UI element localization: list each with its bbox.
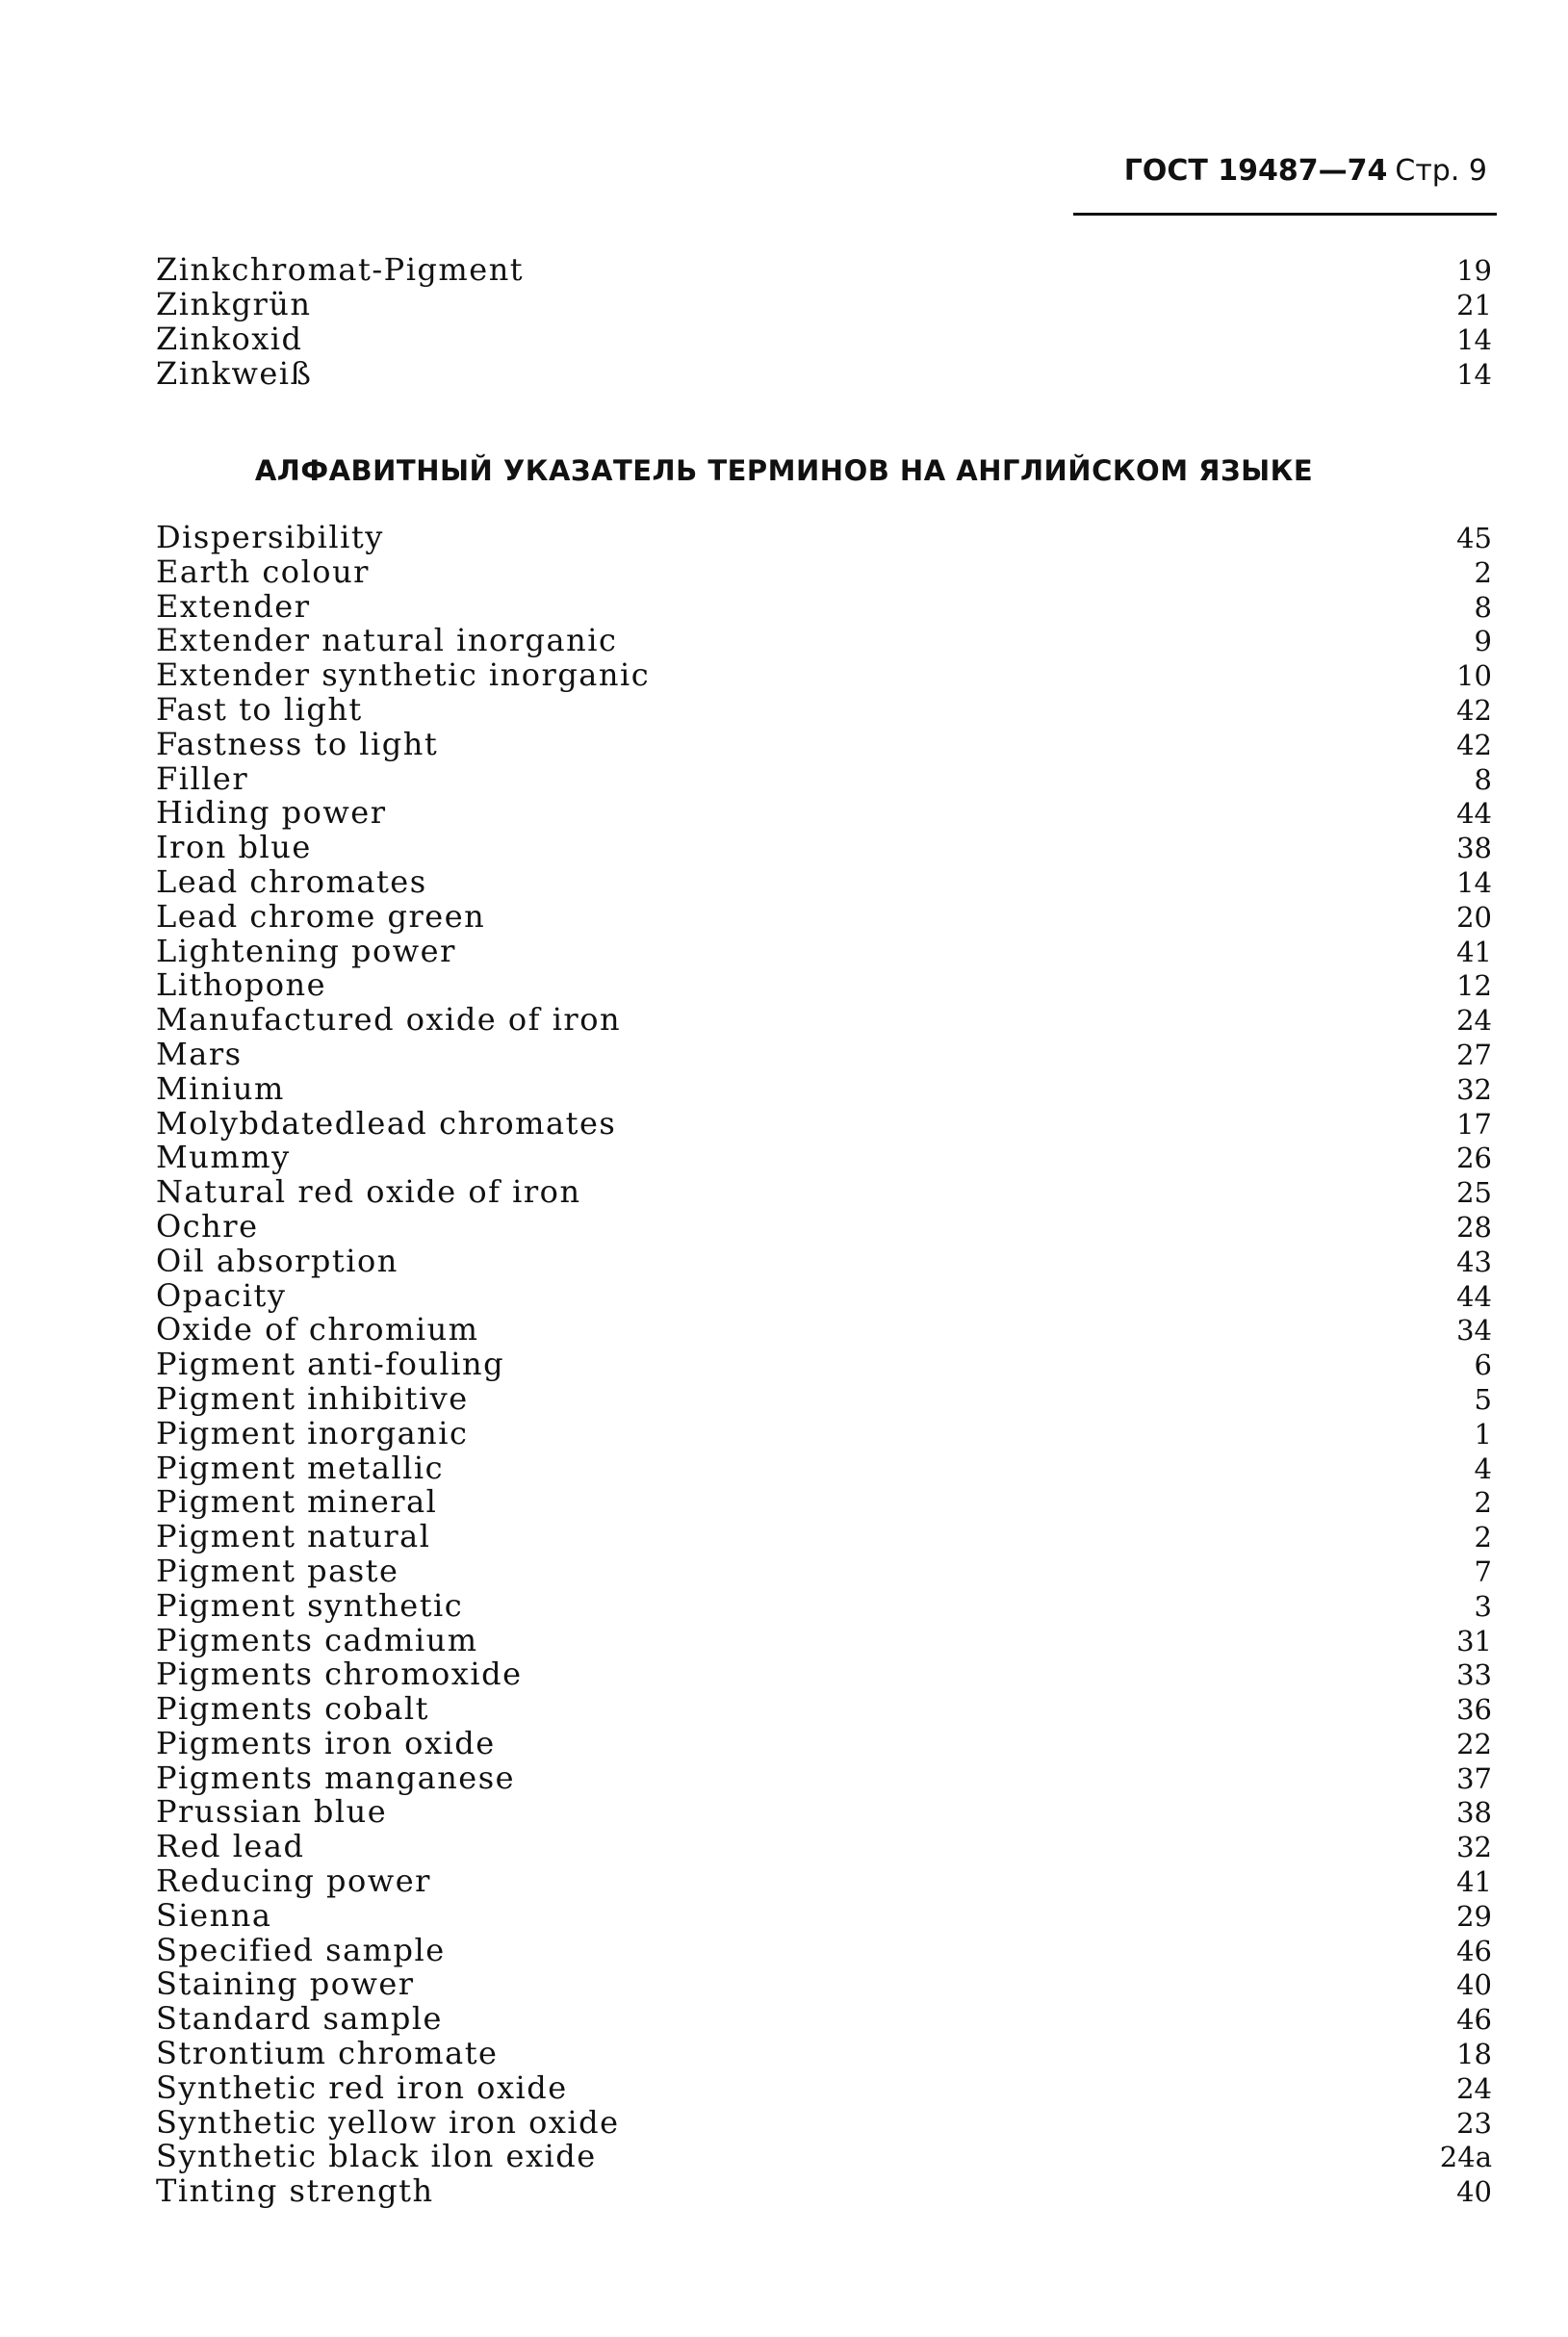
index-entry: [156, 1242, 1494, 1279]
index-entry: [156, 1451, 1494, 1486]
index-term: Minium: [156, 1069, 285, 1107]
index-term: Manufactured oxide of iron: [156, 1001, 622, 1039]
index-entry: [156, 1379, 1494, 1417]
index-entry: [156, 968, 1494, 1003]
index-term: Pigments cobalt: [156, 1690, 429, 1728]
index-entry: [156, 1141, 1494, 1175]
index-entry: [156, 1003, 1494, 1038]
index-term-number: 25: [1456, 1176, 1492, 1210]
index-term-number: 24: [1456, 2071, 1492, 2105]
index-entry: [156, 862, 1494, 900]
index-entry: [156, 897, 1494, 935]
index-term-number: 2: [1474, 555, 1492, 589]
index-term-number: 22: [1456, 1727, 1492, 1760]
index-term-number: 29: [1456, 1899, 1492, 1933]
index-term: Ochre: [156, 1207, 259, 1245]
index-term: Lead chromates: [156, 862, 427, 900]
index-term: Pigments cadmium: [156, 1621, 478, 1658]
index-entry: [156, 287, 1494, 321]
index-term-number: 10: [1456, 659, 1492, 693]
index-term-number: 31: [1456, 1624, 1492, 1657]
index-term: Opacity: [156, 1276, 287, 1314]
index-term-number: 32: [1456, 1831, 1492, 1864]
german-index-tail: [156, 252, 1494, 391]
index-term: Zinkoxid: [156, 321, 303, 357]
index-entry: [156, 1035, 1494, 1072]
index-entry: [156, 1864, 1494, 1899]
index-term-number: 5: [1474, 1382, 1492, 1416]
index-term-number: 18: [1456, 2038, 1492, 2071]
index-term: Zinkchromat-Pigment: [156, 251, 525, 288]
index-term: Molybdatedlead chromates: [156, 1104, 617, 1142]
index-term: Dispersibility: [156, 519, 384, 555]
page-number: Стр. 9: [1395, 154, 1487, 188]
index-entry: [156, 759, 1494, 797]
index-term: Oxide of chromium: [156, 1311, 479, 1348]
index-term-number: 8: [1474, 762, 1492, 796]
index-entry: [156, 2037, 1494, 2071]
index-term: Fastness to light: [156, 725, 439, 762]
index-entry: [156, 1896, 1494, 1934]
index-term-number: 40: [1456, 1968, 1492, 2002]
index-term: Tinting strength: [156, 2172, 434, 2210]
index-term: Specified sample: [156, 1931, 446, 1968]
index-term: Pigment metallic: [156, 1449, 445, 1486]
index-entry: [156, 2174, 1494, 2209]
index-term: Extender synthetic inorganic: [156, 656, 651, 694]
index-term: Sienna: [156, 1896, 272, 1934]
index-term: Extender: [156, 587, 311, 625]
index-entry: [156, 796, 1494, 831]
index-term-number: 23: [1456, 2106, 1492, 2140]
index-term-number: 26: [1456, 1142, 1492, 1175]
index-term-number: 6: [1474, 1348, 1492, 1382]
index-term: Pigment anti-fouling: [156, 1346, 505, 1383]
index-term: Extender natural inorganic: [156, 622, 618, 659]
index-term: Pigment natural: [156, 1518, 431, 1555]
index-term: Lithopone: [156, 966, 327, 1004]
index-entry: [156, 831, 1494, 865]
index-term: Synthetic black ilon exide: [156, 2138, 597, 2175]
index-term: Pigments manganese: [156, 1759, 516, 1796]
index-term: Fast to light: [156, 690, 363, 728]
index-term-number: 24a: [1439, 2141, 1492, 2174]
index-term-number: 14: [1456, 323, 1492, 356]
index-entry: [156, 2002, 1494, 2037]
index-term-number: 46: [1456, 2003, 1492, 2037]
index-term-number: 8: [1474, 590, 1492, 624]
index-term: Synthetic red iron oxide: [156, 2068, 568, 2106]
index-entry: [156, 1207, 1494, 1245]
index-entry: [156, 321, 1494, 356]
index-term: Strontium chromate: [156, 2035, 499, 2072]
index-term-number: 38: [1456, 832, 1492, 865]
index-term-number: 37: [1456, 1761, 1492, 1795]
index-term-number: 14: [1456, 358, 1492, 391]
index-term-number: 42: [1456, 693, 1492, 727]
english-index-list: [156, 521, 1494, 2209]
index-entry: [156, 1586, 1494, 1624]
index-term-number: 24: [1456, 1004, 1492, 1038]
index-term: Mummy: [156, 1139, 291, 1176]
index-term-number: 44: [1456, 1279, 1492, 1313]
index-term: Iron blue: [156, 829, 312, 866]
index-entry: [156, 1931, 1494, 1968]
index-term-number: 41: [1456, 1865, 1492, 1899]
index-entry: [156, 1414, 1494, 1451]
index-term-number: 14: [1456, 865, 1492, 899]
index-term: Synthetic yellow iron oxide: [156, 2103, 620, 2141]
index-entry: [156, 1276, 1494, 1314]
index-term: Pigment mineral: [156, 1483, 438, 1521]
index-term-number: 19: [1456, 254, 1492, 287]
index-term-number: 43: [1456, 1245, 1492, 1278]
index-entry: [156, 1554, 1494, 1589]
page-header: [1073, 154, 1497, 216]
index-term-number: 4: [1474, 1451, 1492, 1485]
index-term: Lead chrome green: [156, 897, 486, 935]
index-term-number: 45: [1456, 522, 1492, 554]
index-term: Pigment paste: [156, 1552, 399, 1589]
index-term: Filler: [156, 759, 249, 797]
index-term-number: 34: [1456, 1314, 1492, 1348]
index-term: Pigment synthetic: [156, 1586, 464, 1624]
index-entry: [156, 1348, 1494, 1382]
index-entry: [156, 1795, 1494, 1830]
index-term: Staining power: [156, 1965, 415, 2003]
index-entry: [156, 690, 1494, 728]
index-entry: [156, 2140, 1494, 2174]
index-entry: [156, 552, 1494, 590]
index-entry: [156, 1724, 1494, 1761]
index-term: Lightening power: [156, 932, 456, 969]
index-entry: [156, 932, 1494, 969]
index-term-number: 3: [1474, 1589, 1492, 1623]
index-term-number: 21: [1456, 289, 1492, 321]
index-term-number: 7: [1474, 1554, 1492, 1588]
index-term-number: 1: [1474, 1417, 1492, 1451]
index-entry: [156, 1313, 1494, 1348]
index-term-number: 28: [1456, 1210, 1492, 1244]
index-entry: [156, 2068, 1494, 2106]
section-title: АЛФАВИТНЫЙ УКАЗАТЕЛЬ ТЕРМИНОВ НА АНГЛИЙСКОМ ЯЗЫКЕ: [254, 454, 1314, 487]
index-term-number: 9: [1474, 625, 1492, 658]
index-term: Pigments iron oxide: [156, 1724, 496, 1761]
index-entry: [156, 1657, 1494, 1692]
index-term-number: 38: [1456, 1796, 1492, 1830]
index-entry: [156, 1175, 1494, 1210]
index-term: Pigment inhibitive: [156, 1379, 469, 1417]
index-term-number: 12: [1456, 969, 1492, 1003]
index-entry: [156, 1830, 1494, 1864]
index-term-number: 46: [1456, 1934, 1492, 1967]
index-term-number: 44: [1456, 797, 1492, 831]
index-entry: [156, 1621, 1494, 1658]
index-entry: [156, 1069, 1494, 1107]
index-entry: [156, 2103, 1494, 2141]
index-entry: [156, 587, 1494, 625]
index-entry: [156, 658, 1494, 693]
index-entry: [156, 1485, 1494, 1520]
index-term: Pigment inorganic: [156, 1414, 469, 1451]
index-term: Earth colour: [156, 552, 370, 590]
index-term: Reducing power: [156, 1862, 431, 1900]
index-term-number: 20: [1456, 900, 1492, 934]
index-entry: [156, 725, 1494, 762]
index-term: Zinkgrün: [156, 286, 312, 322]
standard-number: ГОСТ 19487—74: [1123, 154, 1388, 188]
index-term-number: 27: [1456, 1038, 1492, 1071]
index-term: Oil absorption: [156, 1242, 398, 1279]
index-term-number: 17: [1456, 1107, 1492, 1141]
index-term-number: 2: [1474, 1486, 1492, 1520]
index-entry: [156, 624, 1494, 658]
index-entry: [156, 1967, 1494, 2002]
index-entry: [156, 252, 1494, 287]
index-term: Pigments chromoxide: [156, 1656, 523, 1693]
index-term: Natural red oxide of iron: [156, 1173, 581, 1211]
index-term: Zinkweiß: [156, 355, 313, 392]
index-term: Mars: [156, 1035, 243, 1072]
index-term-number: 2: [1474, 1521, 1492, 1554]
index-entry: [156, 356, 1494, 391]
index-term: Red lead: [156, 1828, 305, 1865]
index-term: Standard sample: [156, 2000, 443, 2038]
index-term: Hiding power: [156, 794, 387, 832]
index-term-number: 41: [1456, 935, 1492, 968]
index-entry: [156, 1761, 1494, 1796]
index-term-number: 33: [1456, 1658, 1492, 1692]
index-term: Prussian blue: [156, 1793, 388, 1831]
index-entry: [156, 1520, 1494, 1554]
index-term-number: 32: [1456, 1072, 1492, 1106]
index-term-number: 40: [1456, 2175, 1492, 2209]
index-term-number: 36: [1456, 1693, 1492, 1727]
index-entry: [156, 1104, 1494, 1142]
index-entry: [156, 521, 1494, 555]
index-term-number: 42: [1456, 728, 1492, 761]
index-entry: [156, 1692, 1494, 1727]
